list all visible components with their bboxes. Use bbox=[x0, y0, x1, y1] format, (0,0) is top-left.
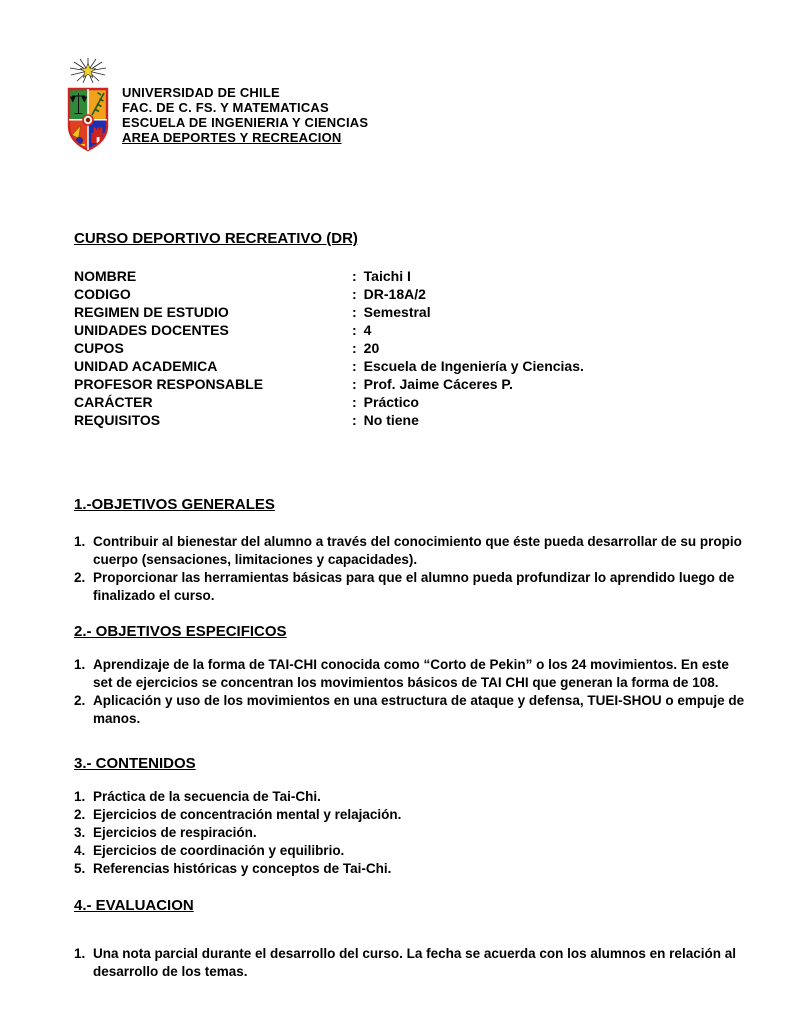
field-separator: : bbox=[352, 322, 357, 338]
org-line-faculty: FAC. DE C. FS. Y MATEMATICAS bbox=[122, 100, 329, 115]
field-value: Escuela de Ingeniería y Ciencias. bbox=[363, 358, 584, 374]
section-heading-objetivos-especificos: 2.- OBJETIVOS ESPECIFICOS bbox=[74, 623, 287, 640]
list-item-number: 1. bbox=[74, 946, 86, 961]
field-row-codigo bbox=[74, 285, 584, 303]
list-item-text: Práctica de la secuencia de Tai-Chi. bbox=[93, 789, 321, 804]
field-value: 4 bbox=[363, 322, 372, 338]
list-item-text: Ejercicios de coordinación y equilibrio. bbox=[93, 843, 345, 858]
list-item-text: Proporcionar las herramientas básicas para que el alumno pueda profundizar lo aprendido luego de finalizado el curso. bbox=[93, 570, 735, 603]
list-item bbox=[74, 692, 750, 728]
field-label: PROFESOR RESPONSABLE bbox=[74, 376, 264, 392]
field-value: Semestral bbox=[363, 304, 431, 320]
section-list-contenidos bbox=[74, 788, 750, 878]
field-separator: : bbox=[352, 376, 357, 392]
list-item-text: Ejercicios de concentración mental y relajación. bbox=[93, 807, 402, 822]
org-line-school: ESCUELA DE INGENIERIA Y CIENCIAS bbox=[122, 115, 369, 130]
list-item bbox=[74, 533, 750, 569]
list-item bbox=[74, 788, 750, 806]
field-separator: : bbox=[352, 286, 357, 302]
field-row-cupos bbox=[74, 339, 584, 357]
list-item-text: Contribuir al bienestar del alumno a través del conocimiento que éste pueda desarrollar de su propio cuerpo (sensaciones, limitaciones y capacidades). bbox=[93, 534, 742, 567]
list-item bbox=[74, 945, 750, 981]
field-label: NOMBRE bbox=[74, 268, 137, 284]
list-item bbox=[74, 656, 750, 692]
field-label: UNIDAD ACADEMICA bbox=[74, 358, 218, 374]
field-separator: : bbox=[352, 340, 357, 356]
list-item bbox=[74, 860, 750, 878]
field-label: CUPOS bbox=[74, 340, 124, 356]
section-list-objetivos-especificos bbox=[74, 656, 750, 728]
university-logo bbox=[63, 56, 113, 156]
field-row-profesor bbox=[74, 375, 584, 393]
section-list-evaluacion bbox=[74, 945, 750, 981]
field-row-unidad-academica bbox=[74, 357, 584, 375]
field-label: UNIDADES DOCENTES bbox=[74, 322, 229, 338]
list-item-text: Una nota parcial durante el desarrollo del curso. La fecha se acuerda con los alumnos en relación al desarrollo de los temas. bbox=[93, 946, 736, 979]
list-item bbox=[74, 569, 750, 605]
field-value: Taichi I bbox=[363, 268, 411, 284]
list-item-number: 2. bbox=[74, 570, 86, 585]
list-item-number: 2. bbox=[74, 693, 86, 708]
field-value: Práctico bbox=[363, 394, 419, 410]
section-heading-contenidos: 3.- CONTENIDOS bbox=[74, 755, 196, 772]
starburst-icon bbox=[70, 58, 106, 83]
list-item-text: Aplicación y uso de los movimientos en una estructura de ataque y defensa, TUEI-SHOU o empuje de manos. bbox=[93, 693, 745, 726]
institution-header bbox=[122, 85, 368, 145]
field-row-regimen bbox=[74, 303, 584, 321]
org-line-area: AREA DEPORTES Y RECREACION bbox=[122, 130, 342, 145]
field-label: REGIMEN DE ESTUDIO bbox=[74, 304, 229, 320]
list-item-number: 3. bbox=[74, 825, 86, 840]
section-heading-evaluacion: 4.- EVALUACION bbox=[74, 897, 194, 914]
list-item bbox=[74, 842, 750, 860]
field-separator: : bbox=[352, 412, 357, 428]
list-item-number: 1. bbox=[74, 657, 86, 672]
list-item-number: 2. bbox=[74, 807, 86, 822]
org-line-university: UNIVERSIDAD DE CHILE bbox=[122, 85, 280, 100]
list-item-number: 4. bbox=[74, 843, 86, 858]
field-label: REQUISITOS bbox=[74, 412, 161, 428]
field-label: CARÁCTER bbox=[74, 394, 153, 410]
list-item-number: 1. bbox=[74, 534, 86, 549]
field-value: 20 bbox=[363, 340, 380, 356]
field-separator: : bbox=[352, 394, 357, 410]
list-item bbox=[74, 824, 750, 842]
field-separator: : bbox=[352, 268, 357, 284]
field-separator: : bbox=[352, 304, 357, 320]
list-item-text: Aprendizaje de la forma de TAI-CHI conocida como “Corto de Pekin” o los 24 movimientos. En este set de ejercicios se concentran los movimientos básicos de TAI CHI que generan la forma de 108. bbox=[93, 657, 729, 690]
field-row-requisitos bbox=[74, 411, 584, 429]
shield-icon bbox=[69, 89, 107, 151]
section-list-objetivos-generales bbox=[74, 533, 750, 605]
field-row-caracter bbox=[74, 393, 584, 411]
field-separator: : bbox=[352, 358, 357, 374]
field-label: CODIGO bbox=[74, 286, 131, 302]
list-item-number: 1. bbox=[74, 789, 86, 804]
page-title: CURSO DEPORTIVO RECREATIVO (DR) bbox=[74, 230, 358, 247]
field-value: Prof. Jaime Cáceres P. bbox=[363, 376, 513, 392]
list-item bbox=[74, 806, 750, 824]
list-item-text: Referencias históricas y conceptos de Tai-Chi. bbox=[93, 861, 392, 876]
list-item-text: Ejercicios de respiración. bbox=[93, 825, 257, 840]
field-row-unidades bbox=[74, 321, 584, 339]
list-item-number: 5. bbox=[74, 861, 86, 876]
field-value: No tiene bbox=[363, 412, 419, 428]
section-heading-objetivos-generales: 1.-OBJETIVOS GENERALES bbox=[74, 496, 275, 513]
course-info-table bbox=[74, 267, 584, 429]
field-value: DR-18A/2 bbox=[363, 286, 426, 302]
field-row-nombre bbox=[74, 267, 584, 285]
